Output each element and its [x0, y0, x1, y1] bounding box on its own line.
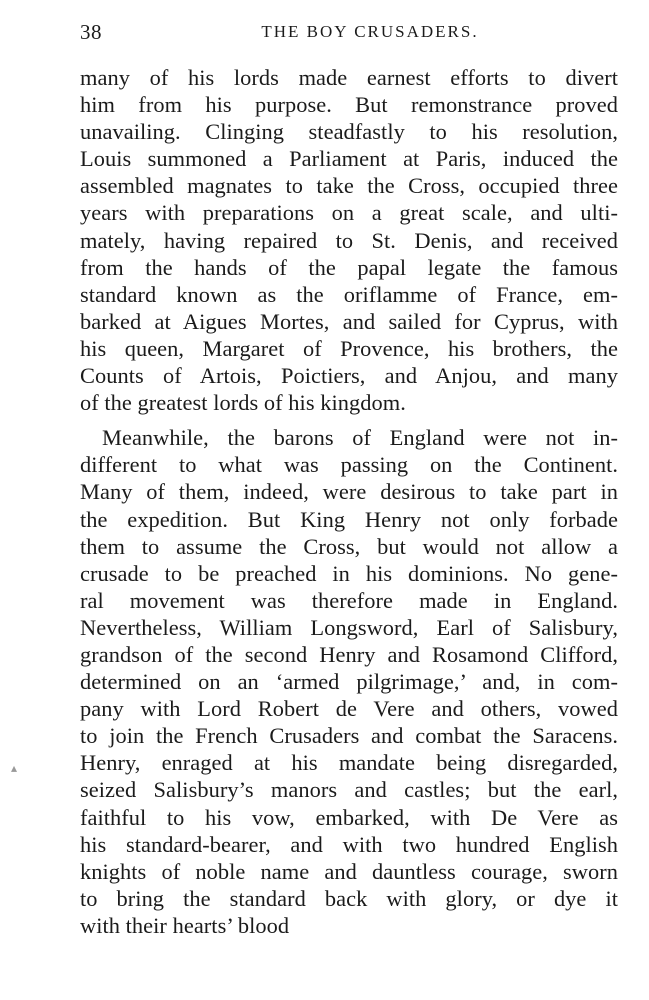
text-line: years with preparations on a great scale, and ulti- — [80, 200, 618, 226]
running-head: THE BOY CRUSADERS. — [261, 22, 479, 41]
text-line: to bring the standard back with glory, or dye it — [80, 885, 618, 911]
text-line: to join the French Crusaders and combat the Saracens. — [80, 723, 618, 749]
text-line: many of his lords made earnest efforts to divert — [80, 65, 618, 90]
text-line: from the hands of the papal legate the famous — [80, 254, 618, 280]
page-number: 38 — [80, 20, 102, 44]
text-line: him from his purpose. But remonstrance proved — [80, 92, 618, 118]
page-header — [80, 18, 620, 46]
text-line: Counts of Artois, Poictiers, and Anjou, and many — [80, 363, 618, 389]
text-line: standard known as the oriflamme of France, em- — [80, 281, 618, 307]
text-line: crusade to be preached in his dominions. No gene- — [80, 560, 618, 586]
text-line: Nevertheless, William Longsword, Earl of Salisbury, — [80, 614, 618, 640]
text-line: unavailing. Clinging steadfastly to his resolution, — [80, 119, 618, 145]
text-line: faithful to his vow, embarked, with De Vere as — [80, 804, 618, 830]
text-line: Meanwhile, the barons of England were not in- — [102, 425, 618, 451]
text-line: ral movement was therefore made in England. — [80, 587, 618, 613]
text-line: grandson of the second Henry and Rosamond Clifford, — [80, 641, 618, 667]
text-line: different to what was passing on the Continent. — [80, 452, 618, 478]
text-line: knights of noble name and dauntless courage, sworn — [80, 858, 618, 884]
text-line: Louis summoned a Parliament at Paris, induced the — [80, 146, 618, 172]
text-line: Henry, enraged at his mandate being disregarded, — [80, 750, 618, 776]
text-line: seized Salisbury’s manors and castles; but the earl, — [80, 777, 618, 803]
text-line: his standard-bearer, and with two hundred English — [80, 831, 618, 857]
paragraph-spacing — [80, 416, 618, 424]
text-line: them to assume the Cross, but would not allow a — [80, 533, 618, 559]
text-line: Many of them, indeed, were desirous to take part in — [80, 479, 618, 505]
text-line: of the greatest lords of his kingdom. — [80, 390, 406, 416]
text-line: the expedition. But King Henry not only forbade — [80, 506, 618, 532]
body-text — [80, 64, 618, 939]
text-line: pany with Lord Robert de Vere and others, vowed — [80, 696, 618, 722]
text-line: assembled magnates to take the Cross, occupied three — [80, 173, 618, 199]
paragraph — [80, 64, 618, 416]
margin-speck: ▴ — [11, 761, 18, 775]
paragraph — [80, 424, 618, 939]
text-line: with their hearts’ blood — [80, 912, 290, 938]
text-line: barked at Aigues Mortes, and sailed for Cyprus, with — [80, 308, 618, 334]
text-line: determined on an ‘armed pilgrimage,’ and, in com- — [80, 669, 618, 695]
text-line: his queen, Margaret of Provence, his brothers, the — [80, 335, 618, 361]
text-line: mately, having repaired to St. Denis, and received — [80, 227, 618, 253]
